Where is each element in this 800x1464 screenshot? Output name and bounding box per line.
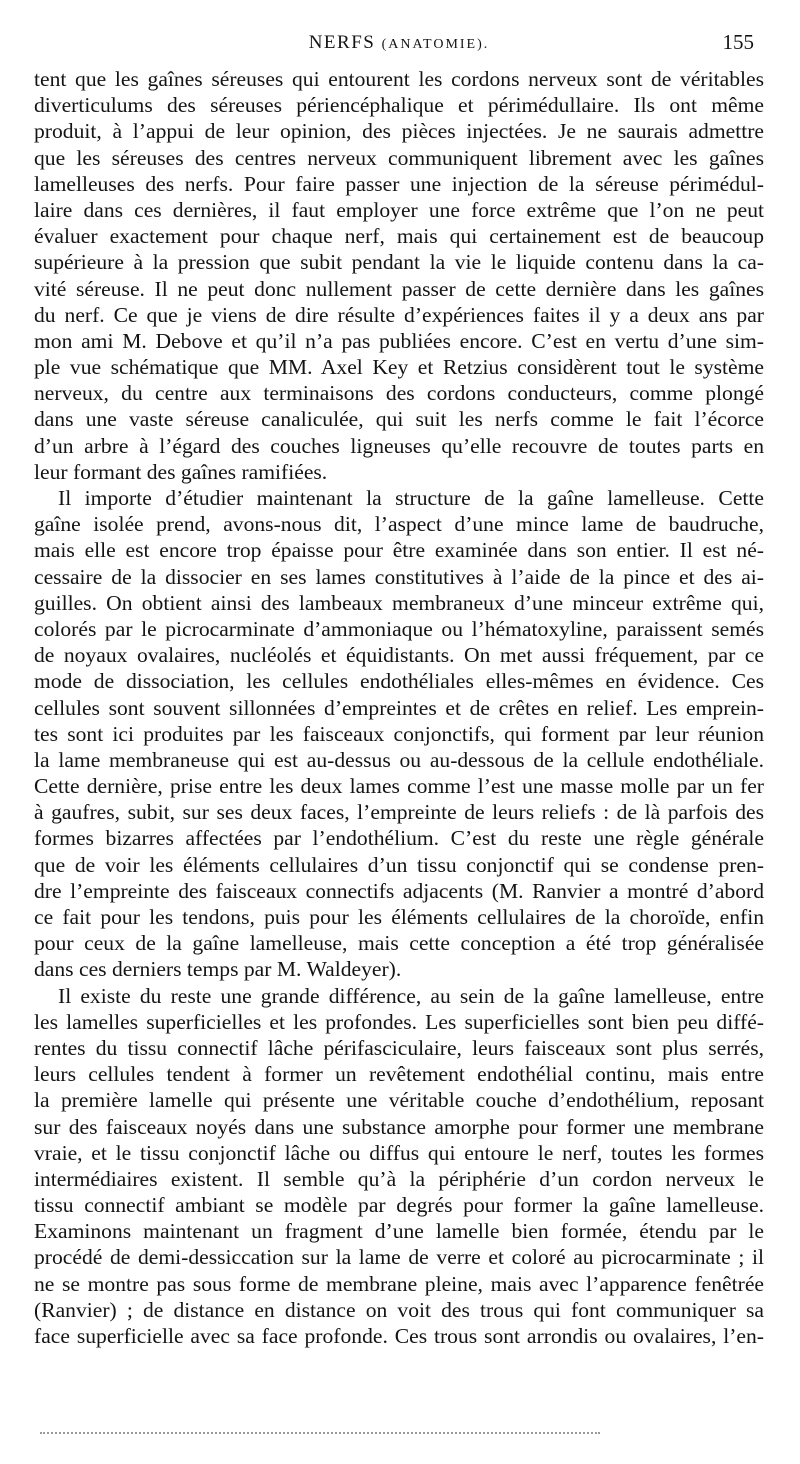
text-line: pour ceux de la gaîne lamelleuse, mais cette conception a été trop généralisée: [34, 931, 764, 956]
text-line: colorés par le picrocarminate d’ammoniaque ou l’hématoxyline, paraissent semés: [34, 616, 764, 641]
text-line: ple vue schématique que MM. Axel Key et Retzius considèrent tout le système: [34, 355, 764, 380]
text-line: dans une vaste séreuse canaliculée, qui suit les nerfs comme le fait l’écorce: [34, 407, 764, 432]
footer-dotted-rule: [40, 1432, 600, 1434]
text-line: mon ami M. Debove et qu’il n’a pas publiées encore. C’est en vertu d’une sim-: [34, 328, 764, 353]
text-line: leurs cellules tendent à former un revêtement endothélial continu, mais entre: [34, 1062, 764, 1087]
text-line: lamelleuses des nerfs. Pour faire passer une injection de la séreuse périmédul-: [34, 171, 764, 196]
text-line: de noyaux ovalaires, nucléolés et équidistants. On met aussi fréquement, par ce: [34, 643, 764, 668]
text-line: du nerf. Ce que je viens de dire résulte d’expériences faites il y a deux ans par: [34, 302, 764, 327]
text-line: (Ranvier) ; de distance en distance on voit des trous qui font communiquer sa: [34, 1297, 764, 1322]
running-head-subtitle: (ANATOMIE).: [381, 37, 490, 52]
text-line: d’un arbre à l’égard des couches ligneuses qu’elle recouvre de toutes parts en: [34, 433, 764, 458]
text-line: les lamelles superficielles et les profondes. Les superficielles sont bien peu diffé-: [34, 1009, 764, 1034]
page-number: 155: [722, 30, 754, 54]
text-line: leur formant des gaînes ramifiées.: [34, 459, 328, 484]
text-line: dans ces derniers temps par M. Waldeyer).: [34, 957, 402, 982]
text-line: que de voir les éléments cellulaires d’un tissu conjonctif qui se condense pren-: [34, 852, 764, 877]
text-line: intermédiaires existent. Il semble qu’à la périphérie d’un cordon nerveux le: [34, 1166, 764, 1191]
text-line: cessaire de la dissocier en ses lames constitutives à l’aide de la pince et des ai-: [34, 564, 764, 589]
page-header: [34, 30, 764, 58]
text-line: gaîne isolée prend, avons-nous dit, l’aspect d’une mince lame de baudruche,: [34, 512, 764, 537]
text-line: laire dans ces dernières, il faut employer une force extrême que l’on ne peut: [34, 197, 764, 222]
text-line: diverticulums des séreuses périencéphalique et périmédullaire. Ils ont même: [34, 93, 764, 118]
text-line: guilles. On obtient ainsi des lambeaux membraneux d’une minceur extrême qui,: [34, 590, 764, 615]
text-line: Il existe du reste une grande différence, au sein de la gaîne lamelleuse, entre: [58, 983, 764, 1008]
text-line: la première lamelle qui présente une véritable couche d’endothélium, reposant: [34, 1088, 764, 1113]
text-line: tent que les gaînes séreuses qui entourent les cordons nerveux sont de véritables: [34, 67, 764, 91]
body-text: [34, 66, 764, 1349]
text-line: Cette dernière, prise entre les deux lames comme l’est une masse molle par un fer: [34, 774, 764, 799]
running-head-title: NERFS: [308, 32, 376, 53]
text-line: ce fait pour les tendons, puis pour les éléments cellulaires de la choroïde, enfin: [34, 905, 764, 929]
text-line: mode de dissociation, les cellules endothéliales elles-mêmes en évidence. Ces: [34, 669, 764, 694]
text-line: évaluer exactement pour chaque nerf, mais qui certainement est de beaucoup: [34, 224, 764, 249]
text-line: nerveux, du centre aux terminaisons des cordons conducteurs, comme plongé: [34, 381, 764, 406]
text-line: dre l’empreinte des faisceaux connectifs adjacents (M. Ranvier a montré d’abord: [34, 878, 764, 903]
text-line: vraie, et le tissu conjonctif lâche ou diffus qui entoure le nerf, toutes les formes: [34, 1140, 764, 1165]
running-head: [34, 32, 764, 54]
text-line: rentes du tissu connectif lâche périfasciculaire, leurs faisceaux sont plus serrés,: [34, 1035, 764, 1060]
text-line: supérieure à la pression que subit pendant la vie le liquide contenu dans la ca-: [34, 250, 764, 275]
text-line: cellules sont souvent sillonnées d’empreintes et de crêtes en relief. Les emprein-: [34, 695, 764, 720]
text-line: que les séreuses des centres nerveux communiquent librement avec les gaînes: [34, 145, 764, 170]
text-line: à gaufres, subit, sur ses deux faces, l’empreinte de leurs reliefs : de là parfois des: [34, 800, 764, 825]
text-line: formes bizarres affectées par l’endothélium. C’est du reste une règle générale: [34, 826, 764, 851]
text-line: la lame membraneuse qui est au-dessus ou au-dessous de la cellule endothéliale.: [34, 747, 764, 772]
text-line: procédé de demi-dessiccation sur la lame de verre et coloré au picrocarminate ; il: [34, 1245, 764, 1270]
text-line: tissu connectif ambiant se modèle par degrés pour former la gaîne lamelleuse.: [34, 1193, 764, 1218]
text-line: Examinons maintenant un fragment d’une lamelle bien formée, étendu par le: [34, 1219, 764, 1244]
text-line: mais elle est encore trop épaisse pour être examinée dans son entier. Il est né-: [34, 538, 764, 563]
text-line: tes sont ici produites par les faisceaux conjonctifs, qui forment par leur réunion: [34, 721, 764, 746]
text-line: produit, à l’appui de leur opinion, des pièces injectées. Je ne saurais admettre: [34, 119, 764, 144]
text-line: ne se montre pas sous forme de membrane pleine, mais avec l’apparence fenêtrée: [34, 1271, 764, 1296]
text-line: face superficielle avec sa face profonde. Ces trous sont arrondis ou ovalaires, l’en-: [34, 1324, 764, 1348]
text-line: Il importe d’étudier maintenant la structure de la gaîne lamelleuse. Cette: [58, 486, 764, 510]
text-line: sur des faisceaux noyés dans une substance amorphe pour former une membrane: [34, 1114, 764, 1139]
text-line: vité séreuse. Il ne peut donc nullement passer de cette dernière dans les gaînes: [34, 276, 764, 301]
